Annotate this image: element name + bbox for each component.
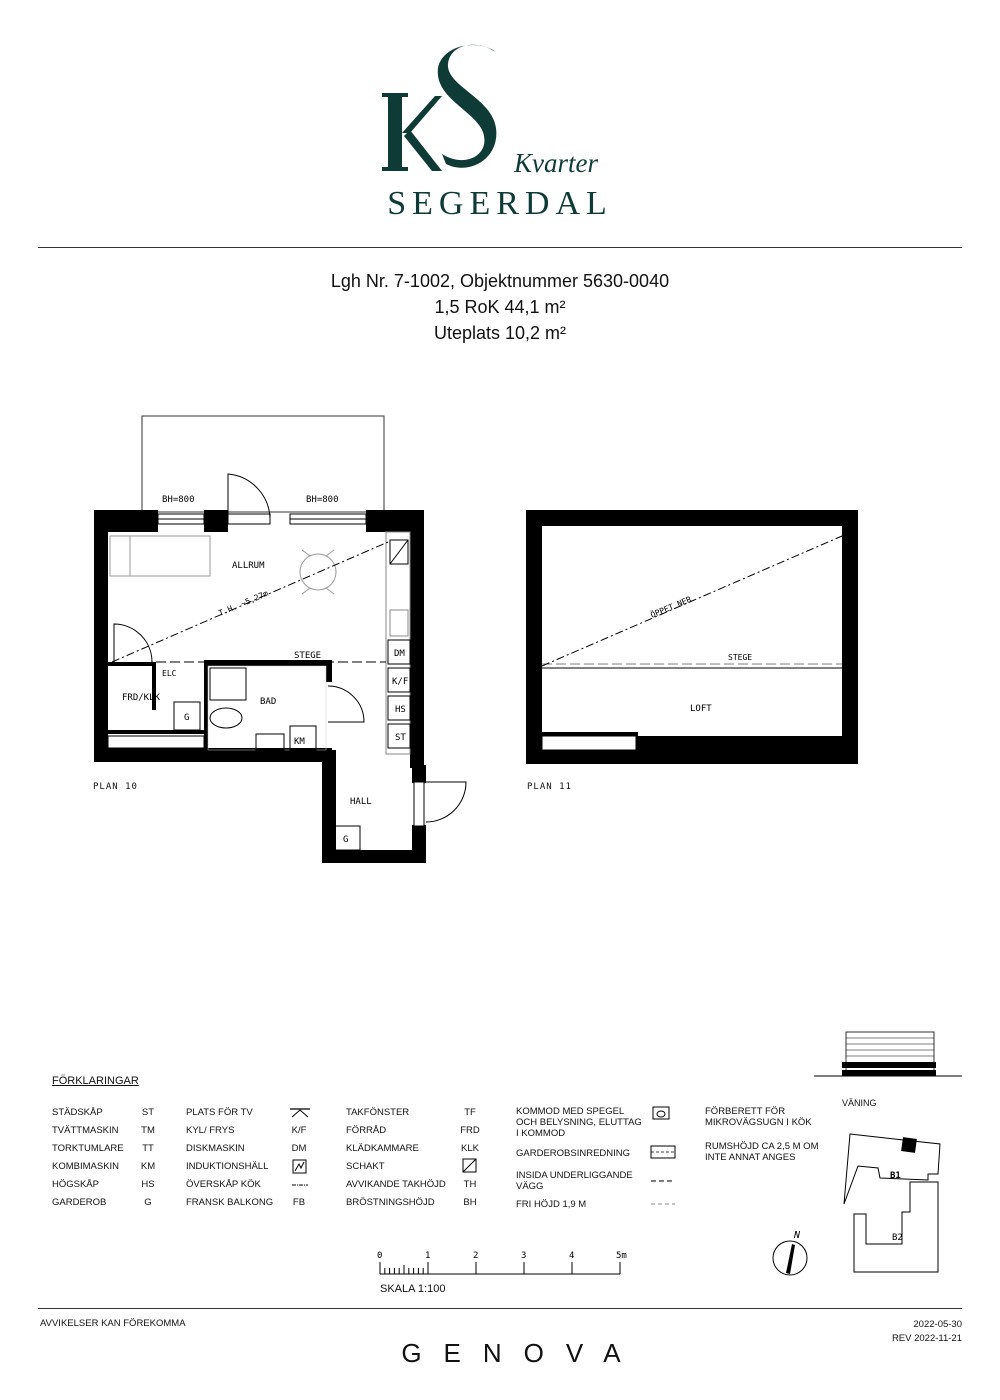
wardrobe-fitting-icon [651,1146,675,1158]
header-divider [38,247,962,248]
scale-tick-0: 0 [377,1251,383,1261]
plan-11-drawing [520,500,870,775]
legend-item: KOMBIMASKIN [52,1161,120,1172]
brand-genova: GENOVA [401,1338,643,1368]
legend-item: HÖGSKÅP [52,1179,99,1190]
legend-item: FRANSK BALKONG [186,1197,274,1208]
legend-item: KYL/ FRYS [186,1125,235,1136]
plan-10-label: PLAN 10 [93,782,138,792]
logo-kvarter-text: Kvarter [514,148,598,178]
room-bad: BAD [260,697,277,707]
legend-item: TORKTUMLARE [52,1143,124,1154]
legend-item: GARDEROB [52,1197,107,1208]
building-b1: B1 [890,1171,901,1181]
legend-kommod: KOMMOD MED SPEGEL OCH BELYSNING, ELUTTAG I KOMMOD [516,1106,642,1139]
fixture-hs: HS [395,705,406,715]
legend-abbr: TH [463,1179,477,1190]
legend-insida: INSIDA UNDERLIGGANDE VÄGG [516,1170,633,1192]
legend-abbr: ST [141,1107,155,1118]
key-plan [838,1128,948,1278]
legend-col3-labels [346,1104,446,1212]
legend-col1-abbr [136,1104,160,1212]
fixture-kf: K/F [392,677,409,687]
room-stege: STEGE [294,651,322,661]
shaft-icon [462,1158,478,1174]
legend-abbr: DM [291,1143,307,1154]
plan-11-label: PLAN 11 [527,782,572,792]
scale-tick-5: 5m [616,1251,627,1261]
legend-fri: FRI HÖJD 1,9 M [516,1199,587,1210]
legend-title: FÖRKLARINGAR [52,1075,139,1087]
legend-item: ÖVERSKÅP KÖK [186,1179,261,1190]
label-takhojd: T.H. ~5,27m [217,588,270,618]
legend-col2-labels [186,1104,273,1212]
fixture-km: KM [294,737,305,747]
legend-abbr: TF [464,1107,476,1118]
building-b2: B2 [892,1233,903,1243]
footer-divider [38,1308,962,1309]
legend-item: PLATS FÖR TV [186,1107,253,1118]
room-loft: LOFT [690,704,712,714]
legend-abbr: FRD [460,1125,480,1136]
fixture-g1: G [184,713,190,723]
legend-mikro: FÖRBERETT FÖR MIKROVÄGSUGN I KÖK [705,1106,812,1128]
disclaimer: AVVIKELSER KAN FÖREKOMMA [40,1318,186,1329]
north-label: N [794,1230,801,1241]
fixture-dm: DM [394,649,405,659]
room-allrum: ALLRUM [232,561,265,571]
vaning-label: VÄNING [842,1098,877,1108]
legend-abbr: TM [141,1125,155,1136]
legend-item: SCHAKT [346,1161,385,1172]
scale-bar [370,1248,640,1282]
legend-abbr: BH [463,1197,477,1208]
apartment-number: Lgh Nr. 7-1002, Objektnummer 5630-0040 [330,271,670,291]
legend-abbr: K/F [291,1125,307,1136]
induction-hob-icon [293,1160,306,1173]
legend-abbr: KM [140,1161,156,1172]
apartment-size: 1,5 RoK 44,1 m² [434,297,566,317]
north-arrow-icon [770,1228,814,1280]
legend-item: KLÄDKAMMARE [346,1143,419,1154]
label-bh-right: BH=800 [306,495,339,505]
label-elc: ELC [162,669,177,678]
legend-col4-symbols [648,1104,680,1208]
label-bh-left: BH=800 [162,495,195,505]
apartment-info [0,268,1000,346]
room-frd-klk: FRD/KLK [122,693,160,703]
scale-tick-3: 3 [521,1251,527,1261]
legend-abbr: HS [141,1179,155,1190]
legend-item: TVÄTTMASKIN [52,1125,119,1136]
legend-garderob: GARDEROBSINREDNING [516,1148,631,1159]
scale-tick-4: 4 [569,1251,575,1261]
legend-abbr: FB [292,1197,306,1208]
legend-rumshojd: RUMSHÖJD CA 2,5 M OM INTE ANNAT ANGES [705,1141,819,1163]
legend-col2-symbols [288,1104,312,1212]
fixture-st: ST [395,733,406,743]
legend-abbr: TT [142,1143,154,1154]
legend-abbr: KLK [461,1143,479,1154]
legend-item: STÄDSKÅP [52,1107,103,1118]
legend-item: INDUKTIONSHÄLL [186,1161,269,1172]
scale-label: SKALA 1:100 [380,1283,446,1295]
mirror-cabinet-icon [653,1107,669,1119]
scale-tick-2: 2 [473,1251,479,1261]
legend-item: BRÖSTNINGSHÖJD [346,1197,435,1208]
legend-col1-labels [52,1104,124,1212]
tv-icon [290,1109,310,1117]
building-elevation [812,1026,964,1082]
label-oppet-ner: ÖPPET NER [649,594,693,620]
legend-item: DISKMASKIN [186,1143,245,1154]
patio-size: Uteplats 10,2 m² [433,323,567,343]
fixture-g2: G [343,835,349,845]
revision: REV 2022-11-21 [891,1333,962,1344]
ks-logo-monogram [380,38,520,178]
date: 2022-05-30 [913,1319,962,1330]
logo-name-text: SEGERDAL [387,185,613,222]
room-hall: HALL [350,797,372,807]
room-stege-loft: STEGE [728,653,753,662]
legend-abbr: G [144,1197,152,1208]
legend-item: FÖRRÅD [346,1125,387,1136]
legend-item: TAKFÖNSTER [346,1107,410,1118]
plan-10-drawing [80,410,500,870]
legend-item: AVVIKANDE TAKHÖJD [346,1179,446,1190]
scale-tick-1: 1 [425,1251,431,1261]
